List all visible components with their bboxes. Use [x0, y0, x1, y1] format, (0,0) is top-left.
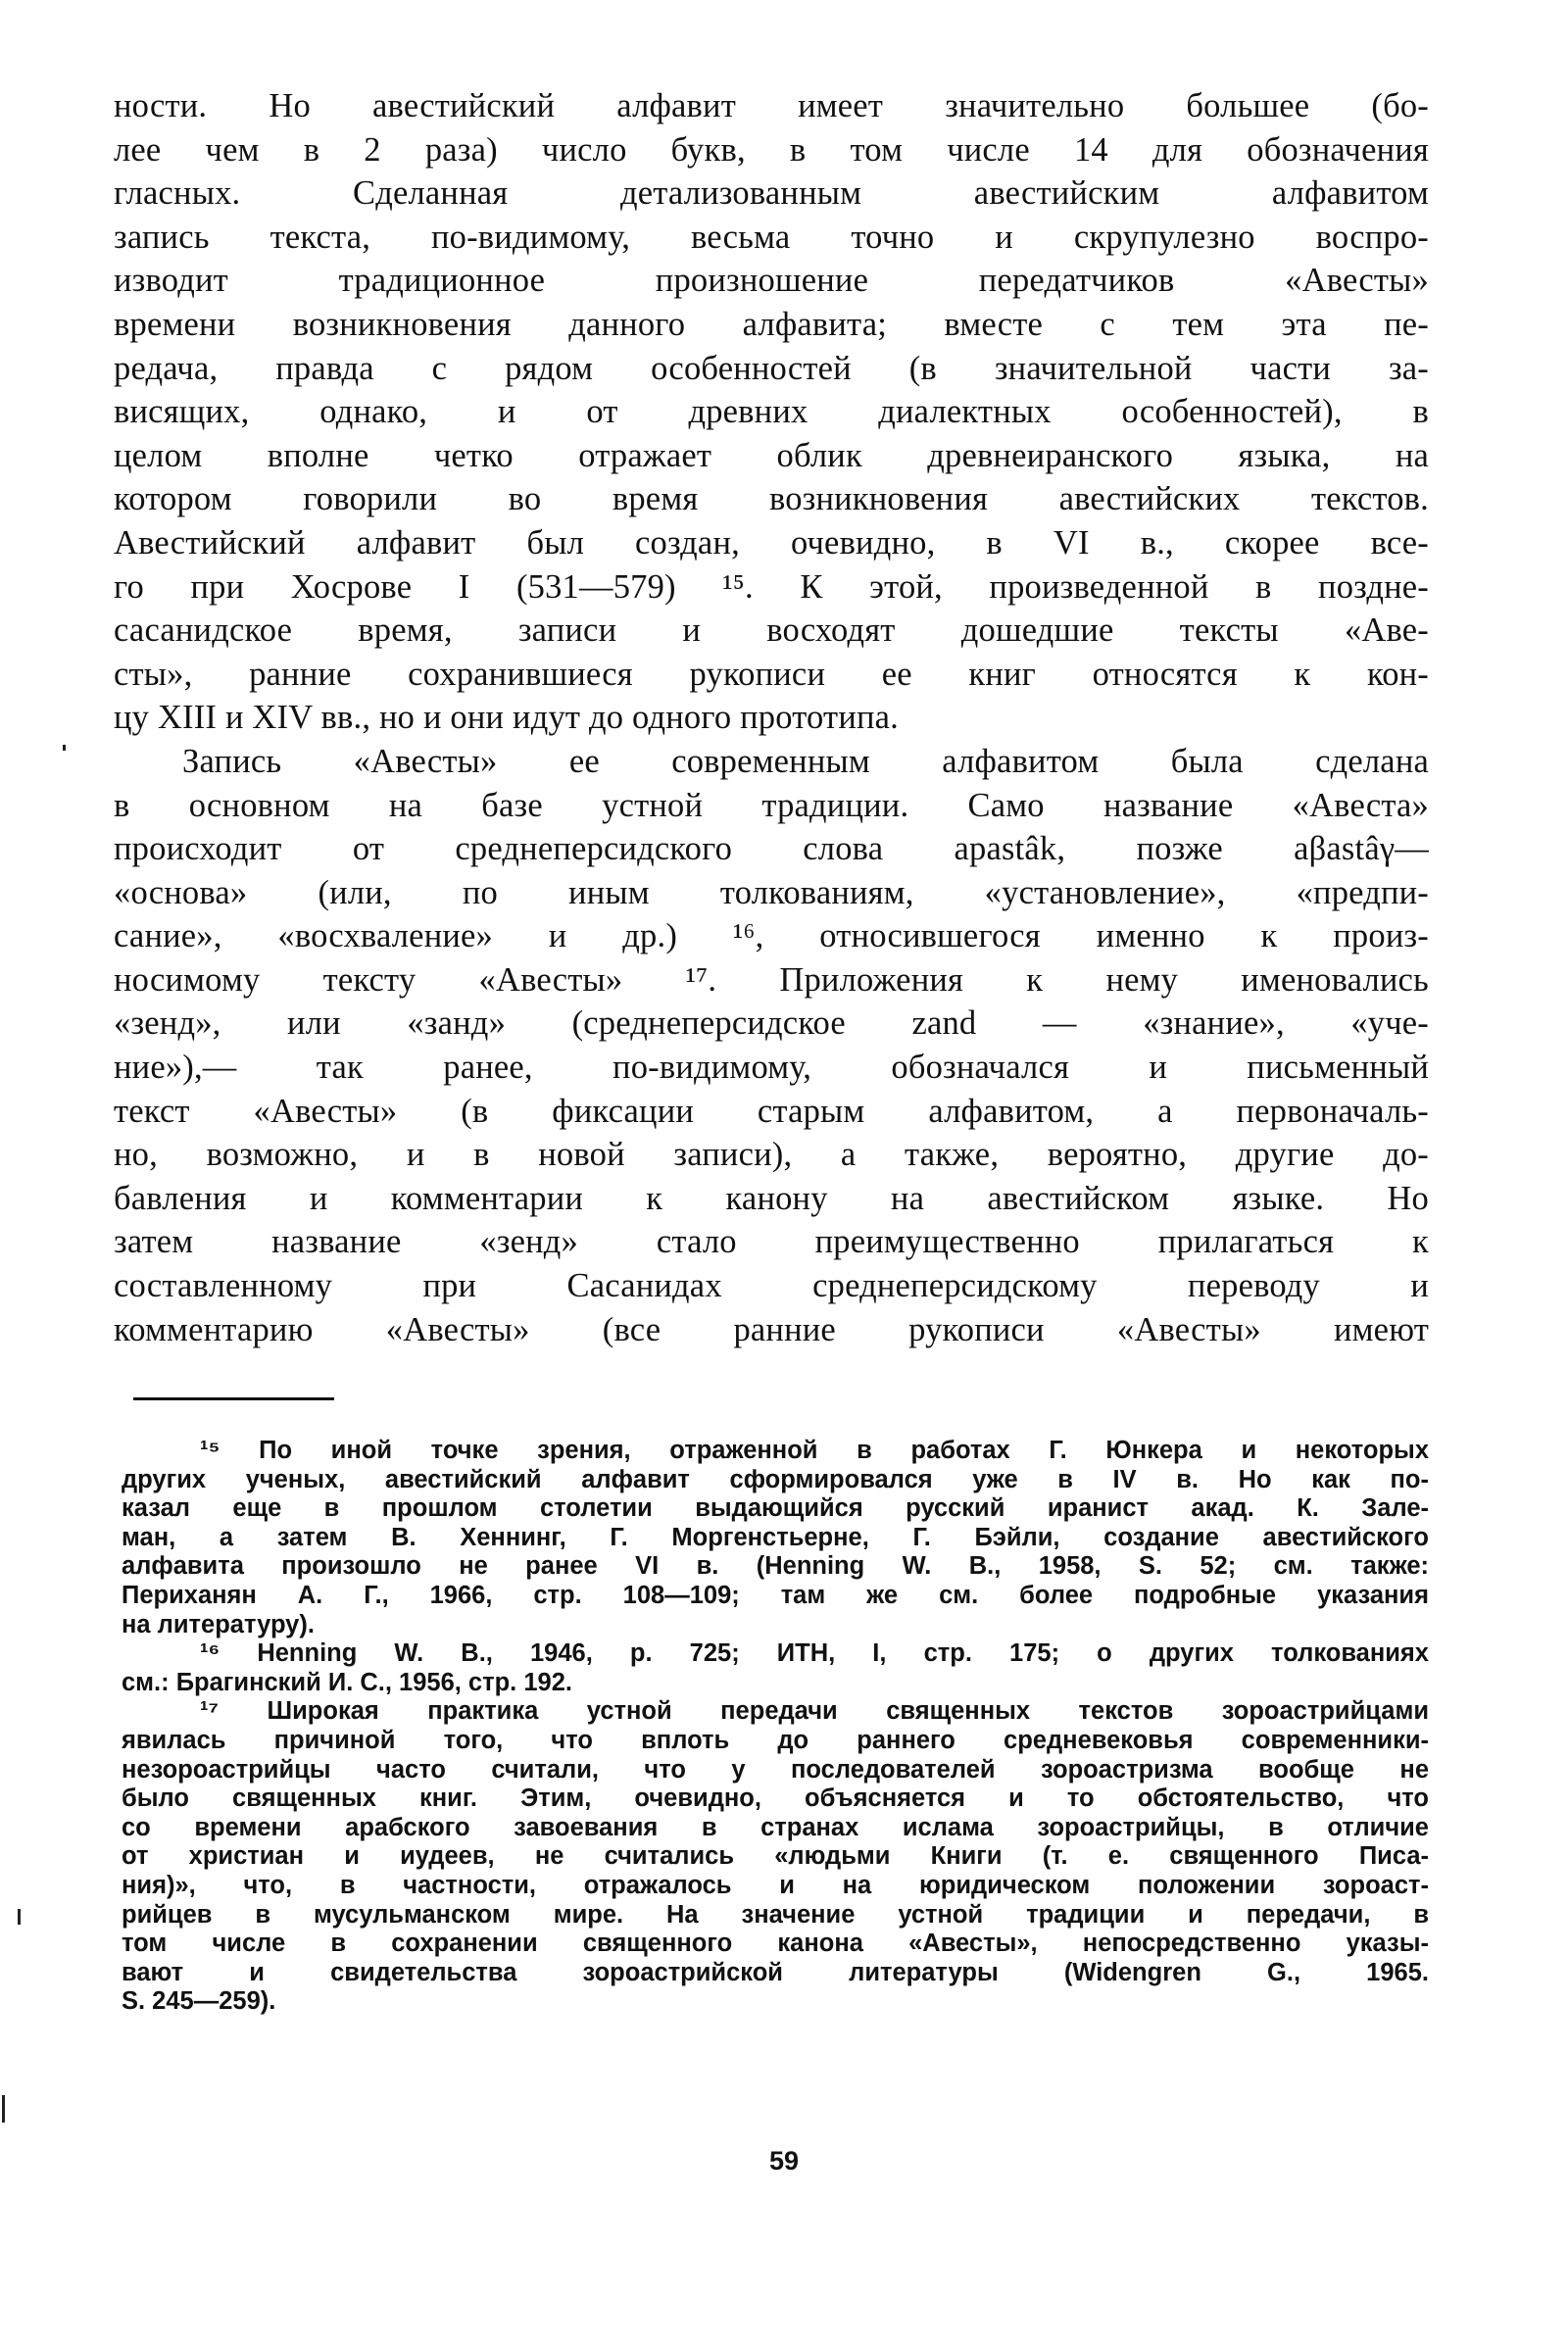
footnote-line: ¹⁶ Henning W. B., 1946, p. 725; ИТН, I, стр. 175; о других толкованиях: [200, 1639, 1429, 1668]
page-number: 59: [768, 2146, 800, 2175]
footnote-line: ¹⁵ По иной точке зрения, отраженной в работах Г. Юнкера и некоторых: [200, 1437, 1429, 1464]
footnote-line: явилась причиной того, что вплоть до раннего средневековья современники-: [122, 1726, 1429, 1754]
body-line: в основном на базе устной традиции. Само название «Авеста»: [114, 786, 1429, 824]
body-line: происходит от среднеперсидского слова apastâk, позже aβastâγ—: [114, 830, 1429, 868]
body-line: «зенд», или «занд» (среднеперсидское zand — «знание», «уче-: [114, 1004, 1429, 1043]
footnote-line: вают и свидетельства зороастрийской литературы (Widengren G., 1965.: [122, 1958, 1429, 1986]
footnote-line: других ученых, авестийский алфавит сформировался уже в IV в. Но как по-: [122, 1465, 1429, 1493]
footnote-line: рийцев в мусульманском мире. На значение устной традиции и передачи, в: [122, 1900, 1429, 1929]
footnote-line: см.: Брагинский И. С., 1956, стр. 192.: [122, 1668, 572, 1696]
scan-mark: [18, 1909, 21, 1925]
body-line: котором говорили во время возникновения авестийских текстов.: [114, 480, 1429, 518]
footnote-line: на литературу).: [122, 1610, 315, 1638]
footnote-line: незороастрийцы часто считали, что у последователей зороастризма вообще не: [122, 1755, 1429, 1784]
footnote-separator: [133, 1397, 334, 1400]
body-line: Авестийский алфавит был создан, очевидно, в VI в., скорее все-: [114, 523, 1429, 562]
body-line: лее чем в 2 раза) число букв, в том числе 14 для обозначения: [114, 130, 1429, 169]
body-line: редача, правда с рядом особенностей (в значительной части за-: [114, 349, 1429, 387]
footnote-line: от христиан и иудеев, не считались «людьми Книги (т. е. священного Писа-: [122, 1842, 1429, 1871]
footnote-line: ¹⁷ Широкая практика устной передачи священных текстов зороастрийцами: [200, 1697, 1429, 1726]
main-text: [114, 84, 1429, 1351]
footnote-line: со времени арабского завоевания в странах ислама зороастрийцы, в отличие: [122, 1813, 1429, 1841]
body-line: гласных. Сделанная детализованным авестийским алфавитом: [114, 174, 1429, 213]
body-line: составленному при Сасанидах среднеперсидскому переводу и: [114, 1267, 1429, 1305]
footnote-line: ман, а затем В. Хеннинг, Г. Моргенстьерне, Г. Бэйли, создание авестийского: [122, 1523, 1429, 1551]
footnotes: [122, 1437, 1429, 2017]
footnote-line: ния)», что, в частности, отражалось и на юридическом положении зороаст-: [122, 1871, 1429, 1899]
scan-mark: [2, 2095, 5, 2123]
footnote-line: том числе в сохранении священного канона «Авесты», непосредственно указы-: [122, 1930, 1429, 1958]
footnote-line: было священных книг. Этим, очевидно, объясняется и то обстоятельство, что: [122, 1784, 1429, 1813]
body-line: висящих, однако, и от древних диалектных особенностей), в: [114, 393, 1429, 431]
footnote-line: казал еще в прошлом столетии выдающийся русский иранист акад. К. Зале-: [122, 1494, 1429, 1523]
body-line: ности. Но авестийский алфавит имеет значительно большее (бо-: [114, 87, 1429, 124]
body-line: сание», «восхваление» и др.) ¹⁶, относившегося именно к произ-: [114, 917, 1429, 955]
body-line: комментарию «Авесты» (все ранние рукописи «Авесты» имеют: [114, 1310, 1429, 1348]
body-line: затем название «зенд» стало преимущественно прилагаться к: [114, 1223, 1429, 1261]
body-line: целом вполне четко отражает облик древнеиранского языка, на: [114, 436, 1429, 474]
footnote-line: Периханян А. Г., 1966, стр. 108—109; там же см. более подробные указания: [122, 1581, 1429, 1609]
body-line: текст «Авесты» (в фиксации старым алфавитом, а первоначаль-: [114, 1092, 1429, 1130]
body-line: времени возникновения данного алфавита; вместе с тем эта пе-: [114, 305, 1429, 343]
body-line: бавления и комментарии к канону на авестийском языке. Но: [114, 1179, 1429, 1217]
body-line: цу XIII и XIV вв., но и они идут до одного прототипа.: [114, 699, 899, 737]
body-line: носимому тексту «Авесты» ¹⁷. Приложения к нему именовались: [114, 960, 1429, 999]
scan-mark: [63, 745, 66, 751]
body-line: «основа» (или, по иным толкованиям, «установление», «предпи-: [114, 873, 1429, 911]
body-line: Запись «Авесты» ее современным алфавитом была сделана: [182, 742, 1429, 780]
footnote-line: алфавита произошло не ранее VI в. (Henning W. B., 1958, S. 52; см. также:: [122, 1552, 1429, 1581]
body-line: сты», ранние сохранившиеся рукописи ее книг относятся к кон-: [114, 655, 1429, 693]
body-line: го при Хосрове I (531—579) ¹⁵. К этой, произведенной в поздне-: [114, 567, 1429, 606]
body-line: сасанидское время, записи и восходят дошедшие тексты «Аве-: [114, 611, 1429, 650]
body-line: изводит традиционное произношение передатчиков «Авесты»: [114, 262, 1429, 300]
footnote-line: S. 245—259).: [122, 1987, 276, 2016]
body-line: но, возможно, и в новой записи), а также, вероятно, другие до-: [114, 1136, 1429, 1174]
body-line: запись текста, по-видимому, весьма точно и скрупулезно воспро-: [114, 218, 1429, 256]
body-line: ние»),— так ранее, по-видимому, обозначался и письменный: [114, 1049, 1429, 1087]
